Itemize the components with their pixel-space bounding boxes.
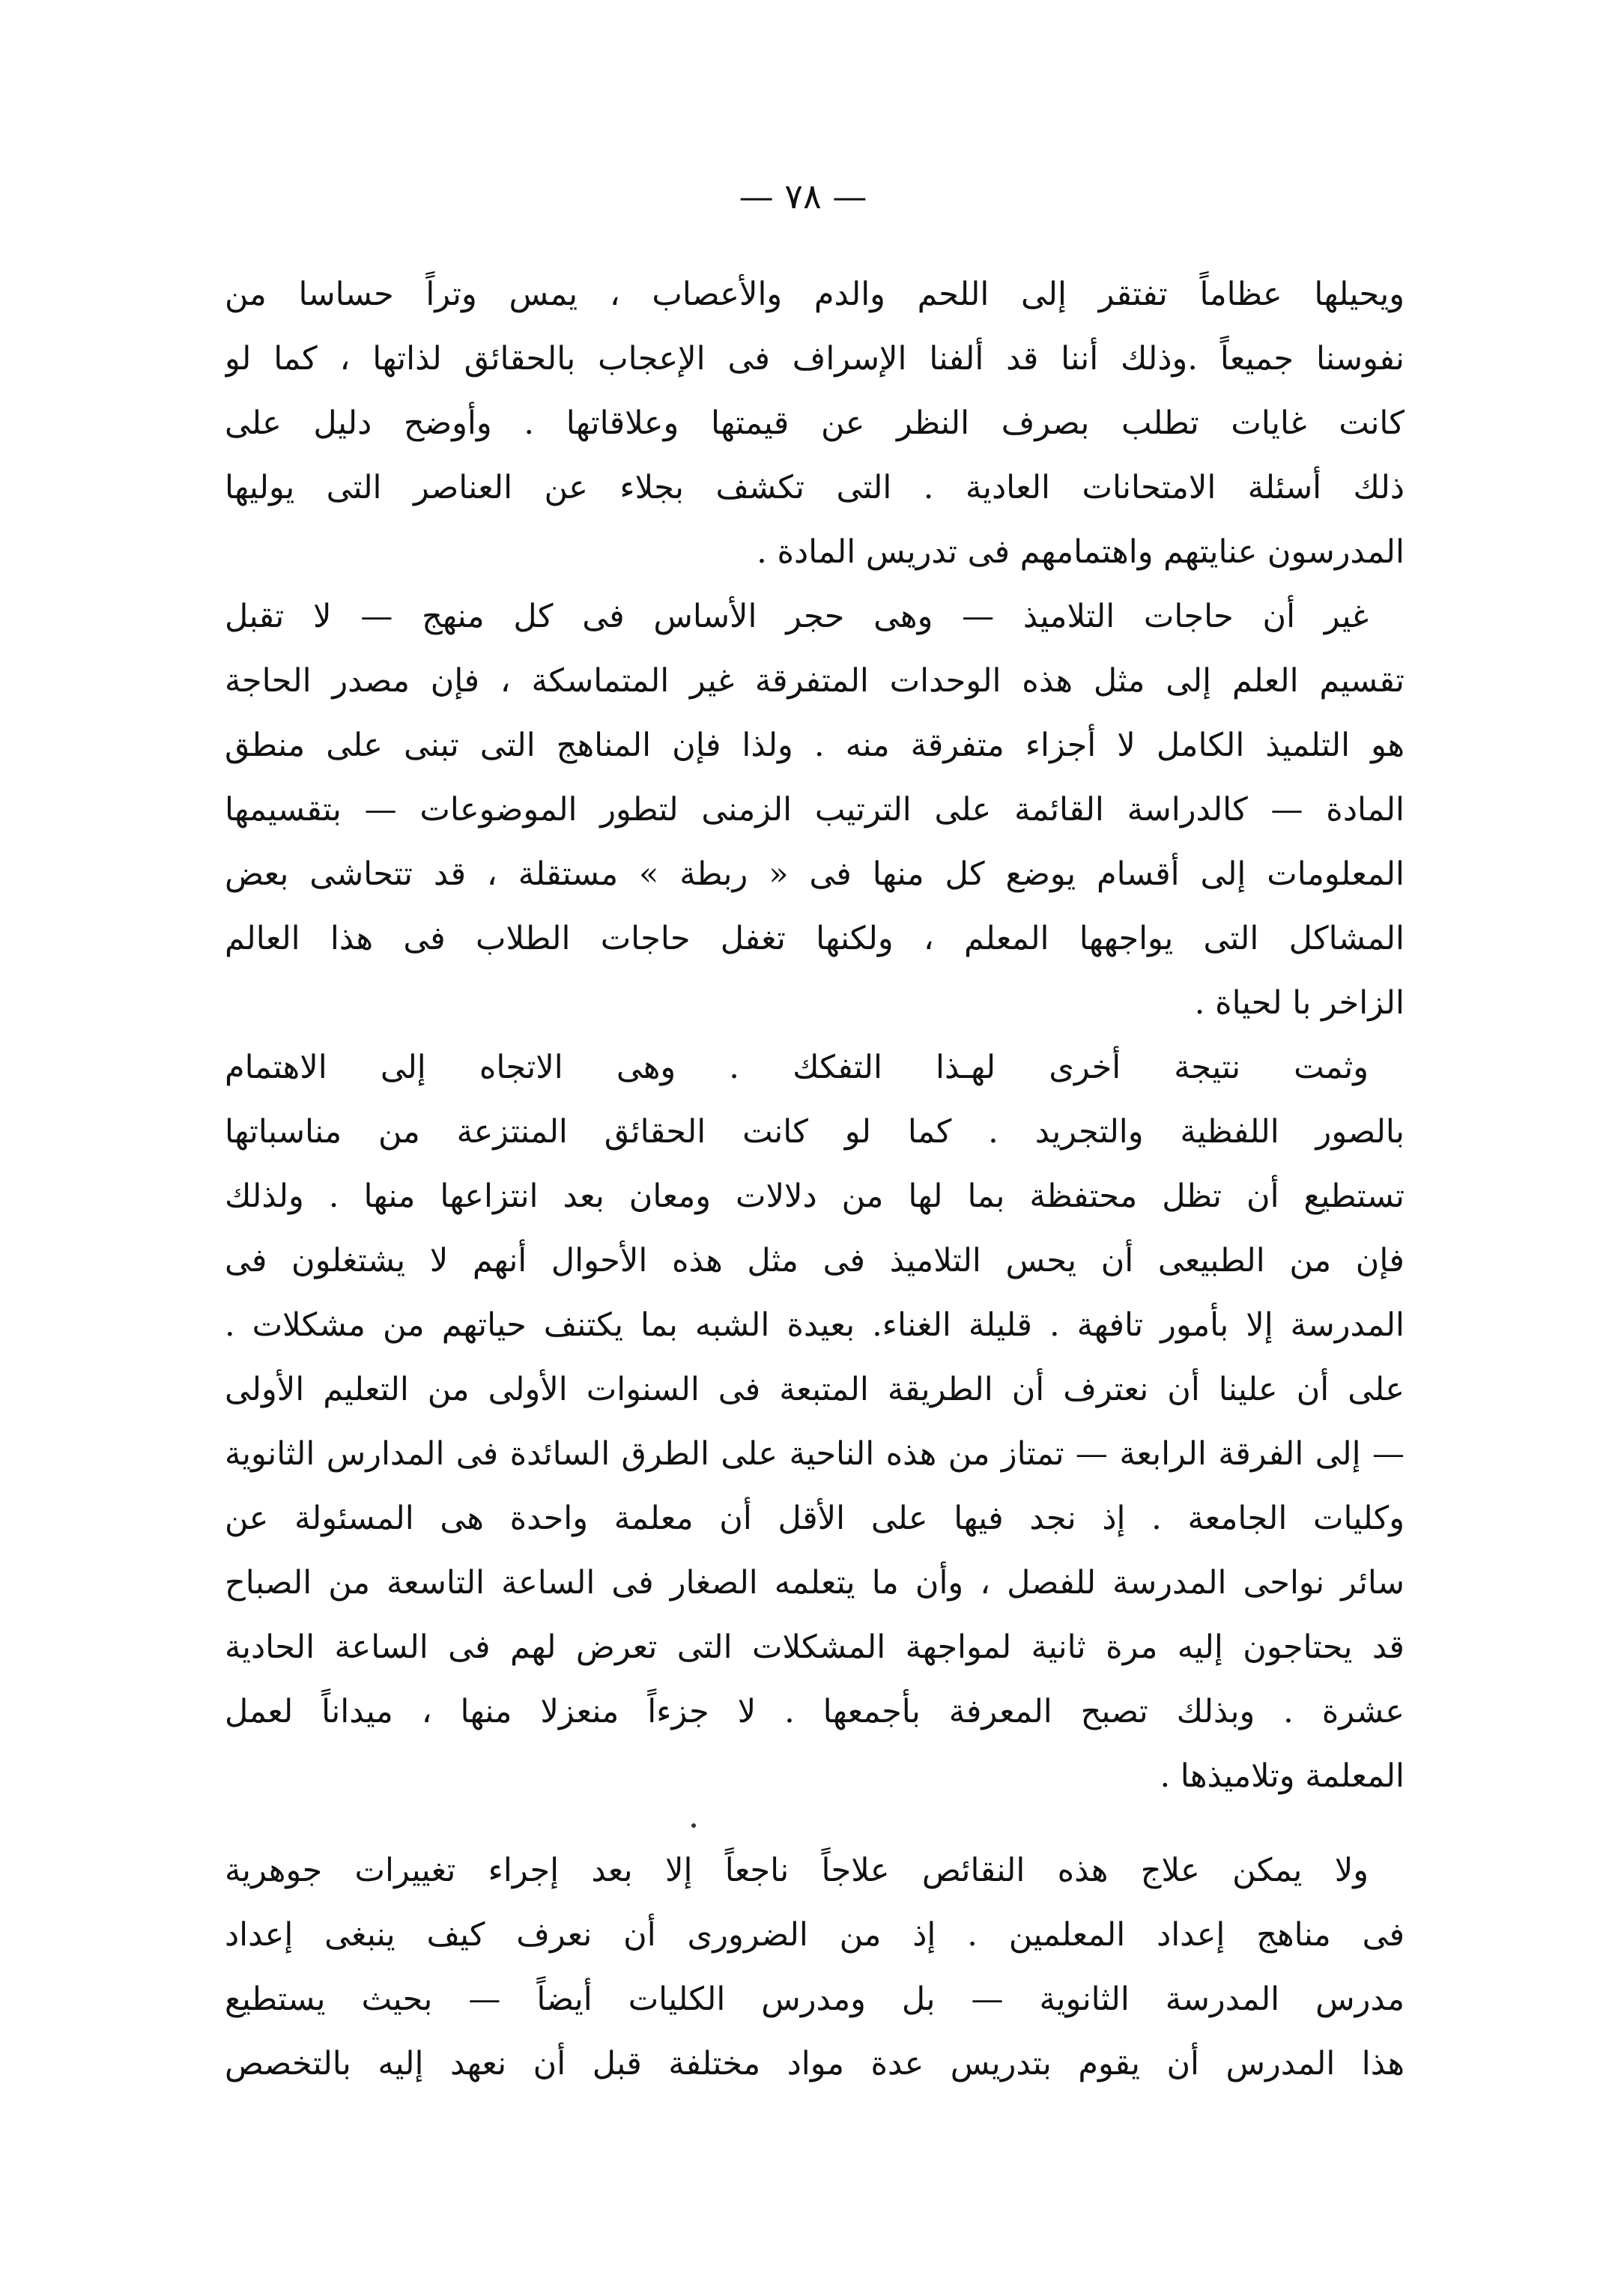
text-line: قد يحتاجون إليه مرة ثانية لمواجهة المشكلات التى تعرض لهم فى الساعة الحادية	[225, 1629, 1405, 1666]
text-line: المادة — كالدراسة القائمة على الترتيب الزمنى لتطور الموضوعات — بتقسيمها	[225, 791, 1405, 829]
text-line: هذا المدرس أن يقوم بتدريس عدة مواد مختلفة قبل أن نعهد إليه بالتخصص	[225, 2045, 1405, 2083]
text-line: سائر نواحى المدرسة للفصل ، وأن ما يتعلمه الصغار فى الساعة التاسعة من الصباح	[225, 1564, 1405, 1602]
text-line: مدرس المدرسة الثانوية — بل ومدرس الكليات أيضاً — بحيث يستطيع	[225, 1981, 1405, 2018]
text-line: عشرة . وبذلك تصبح المعرفة بأجمعها . لا جزءاً منعزلا منها ، ميداناً لعمل	[225, 1693, 1405, 1730]
paragraph-3	[225, 1035, 1405, 1357]
text-line: المدرسة إلا بأمور تافهة . قليلة الغناء. بعيدة الشبه بما يكتنف حياتهم من مشكلات .	[225, 1306, 1405, 1344]
text-line: بالصور اللفظية والتجريد . كما لو كانت الحقائق المنتزعة من مناسباتها	[225, 1113, 1405, 1151]
text-line: فى مناهج إعداد المعلمين . إذ من الضرورى أن نعرف كيف ينبغى إعداد	[225, 1916, 1405, 1954]
text-line: نفوسنا جميعاً .وذلك أننا قد ألفنا الإسراف فى الإعجاب بالحقائق لذاتها ، كما لو	[225, 340, 1405, 378]
paragraph-1	[225, 262, 1405, 584]
text-line: تستطيع أن تظل محتفظة بما لها من دلالات ومعان بعد انتزاعها منها . ولذلك	[225, 1178, 1405, 1215]
text-line: فإن من الطبيعى أن يحس التلاميذ فى مثل هذه الأحوال أنهم لا يشتغلون فى	[225, 1242, 1405, 1279]
text-line: وثمت نتيجة أخرى لهـذا التفكك . وهى الاتجاه إلى الاهتمام	[225, 1049, 1369, 1086]
text-line: ويحيلها عظاماً تفتقر إلى اللحم والدم والأعصاب ، يمس وتراً حساسا من	[225, 276, 1405, 313]
page-number: — ٧٨ —	[739, 176, 867, 216]
print-speck	[691, 1823, 696, 1828]
text-line: وكليات الجامعة . إذ نجد فيها على الأقل أن معلمة واحدة هى المسئولة عن	[225, 1500, 1405, 1537]
paragraph-spacer	[225, 1808, 1405, 1838]
text-line: المشاكل التى يواجهها المعلم ، ولكنها تغفل حاجات الطلاب فى هذا العالم	[225, 920, 1405, 957]
text-line: المدرسون عنايتهم واهتمامهم فى تدريس المادة .	[757, 533, 1405, 571]
text-line: المعلمة وتلاميذها .	[1160, 1757, 1405, 1795]
text-line: كانت غايات تطلب بصرف النظر عن قيمتها وعلاقاتها . وأوضح دليل على	[225, 405, 1405, 442]
paragraph-4	[225, 1357, 1405, 1808]
text-line: هو التلميذ الكامل لا أجزاء متفرقة منه . ولذا فإن المناهج التى تبنى على منطق	[225, 727, 1405, 764]
text-line: على أن علينا أن نعترف أن الطريقة المتبعة فى السنوات الأولى من التعليم الأولى	[225, 1371, 1405, 1408]
text-line: غير أن حاجات التلاميذ — وهى حجر الأساس فى كل منهج — لا تقبل	[225, 598, 1369, 635]
text-line: الزاخر با لحياة .	[1194, 984, 1405, 1022]
text-line: ولا يمكن علاج هذه النقائص علاجاً ناجعاً إلا بعد إجراء تغييرات جوهرية	[225, 1852, 1369, 1889]
paragraph-5	[225, 1838, 1405, 2096]
body-text	[225, 262, 1405, 2096]
text-line: تقسيم العلم إلى مثل هذه الوحدات المتفرقة غير المتماسكة ، فإن مصدر الحاجة	[225, 662, 1405, 700]
paragraph-2	[225, 584, 1405, 1035]
text-line: المعلومات إلى أقسام يوضع كل منها فى « ربطة » مستقلة ، قد تتحاشى بعض	[225, 855, 1405, 893]
text-line: — إلى الفرقة الرابعة — تمتاز من هذه الناحية على الطرق السائدة فى المدارس الثانوية	[225, 1435, 1405, 1473]
text-line: ذلك أسئلة الامتحانات العادية . التى تكشف بجلاء عن العناصر التى يوليها	[225, 469, 1405, 506]
